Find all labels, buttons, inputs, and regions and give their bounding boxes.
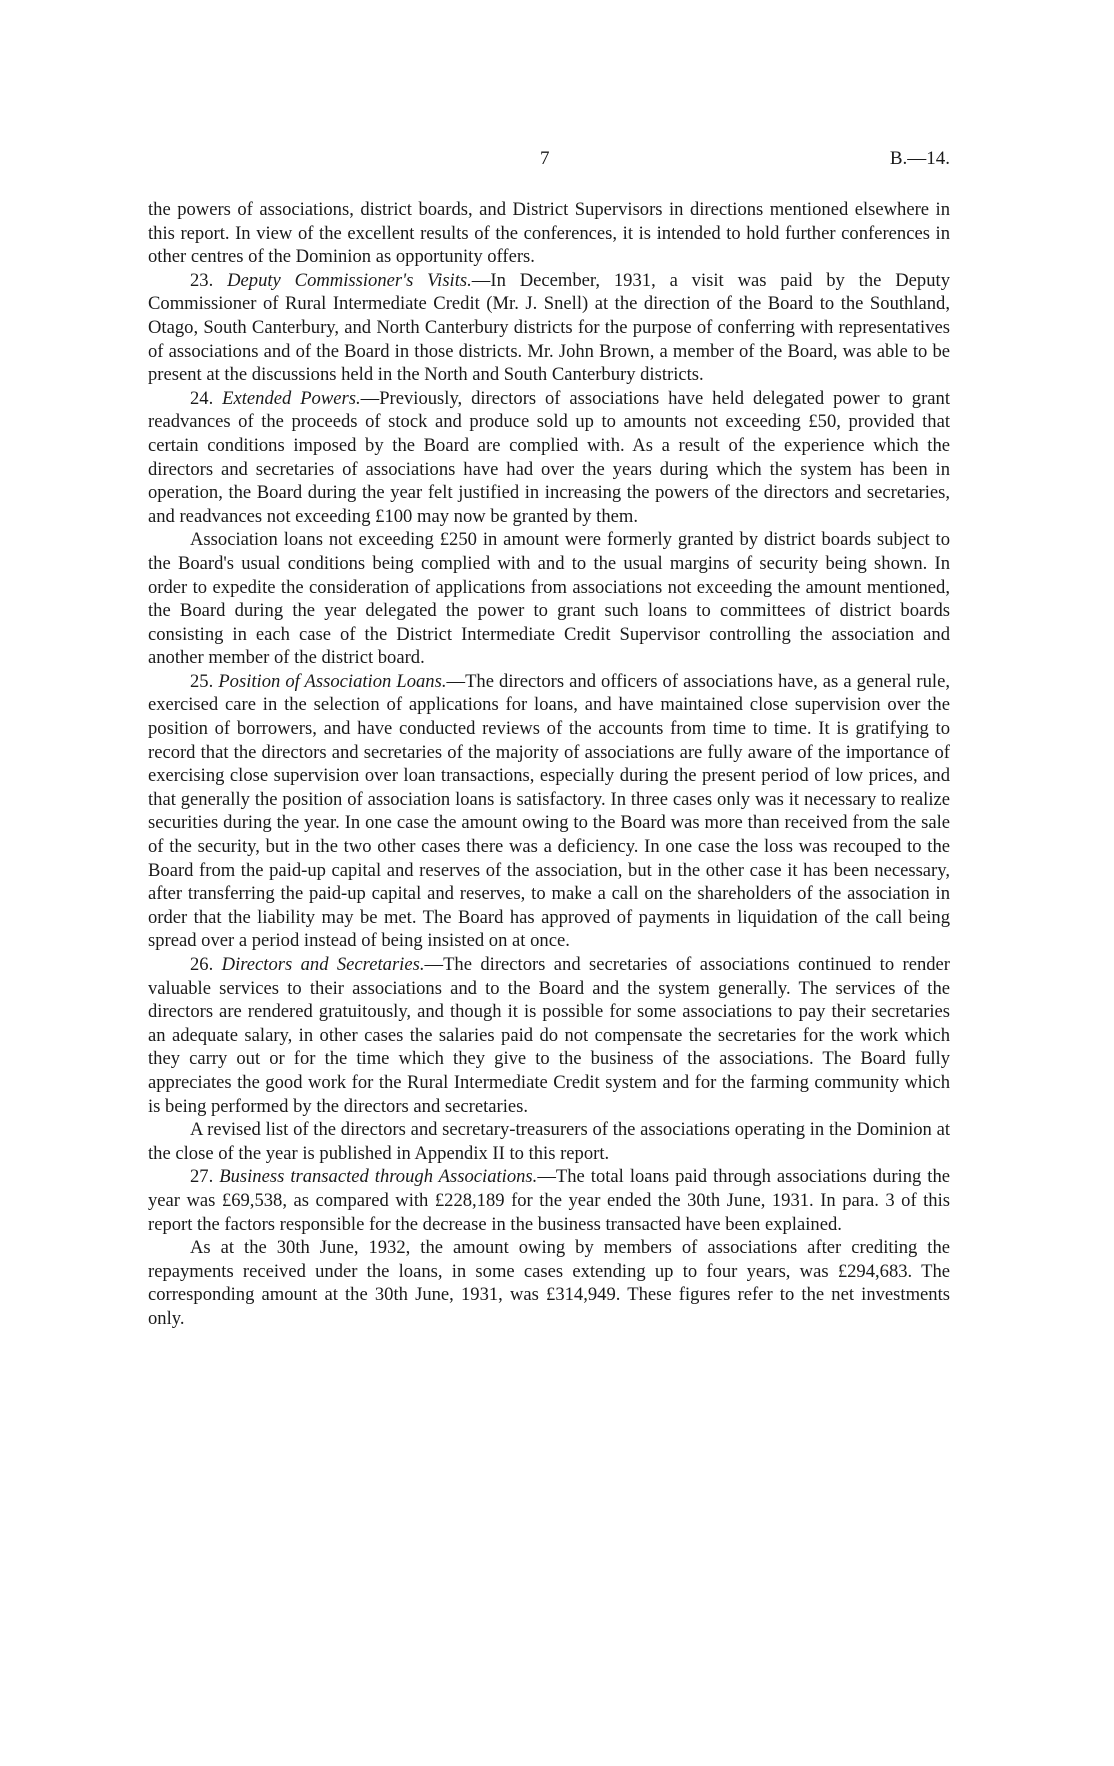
section-number: 25.: [190, 670, 214, 692]
section-heading: Business transacted through Associations.: [219, 1166, 538, 1188]
paragraph-text: —The directors and secretaries of associations continued to render valuable services to their associations and to the Board and the system generally. The services of the directors are rendered gratuitously, and though it is possible for some associations to pay their secretaries an adequate salary, in other cases the salaries paid do not compensate the secretaries for the work which they carry out or for the time which they give to the business of the associations. The Board fully appreciates the good work for the Rural Intermediate Credit system and for the farming community which is being performed by the directors and secretaries.: [148, 954, 950, 1117]
section-26: [148, 953, 950, 1118]
paragraph-text: As at the 30th June, 1932, the amount owing by members of associations after crediting the repayments received under the loans, in some cases extending up to four years, was £294,683. The corresponding amount at the 30th June, 1931, was £314,949. These figures refer to the net investments only.: [148, 1237, 950, 1329]
page-number: 7: [540, 148, 550, 169]
section-heading: Extended Powers.: [222, 387, 361, 409]
document-reference: B.—14.: [889, 148, 950, 169]
section-heading: Position of Association Loans.: [218, 670, 447, 692]
paragraph-text: Association loans not exceeding £250 in amount were formerly granted by district boards subject to the Board's usual conditions being complied with and to the usual margins of security being shown. In order to expedite the consideration of applications from associations not exceeding the amount mentioned, the Board during the year delegated the power to grant such loans to committees of district boards consisting in each case of the District Intermediate Credit Supervisor controlling the association and another member of the district board.: [148, 529, 950, 669]
section-number: 24.: [190, 387, 214, 409]
paragraph-text: —The total loans paid through associations during the year was £69,538, as compared with £228,189 for the year ended the 30th June, 1931. In para. 3 of this report the factors responsible for the decrease in the business transacted have been explained.: [148, 1166, 950, 1235]
paragraph-text: the powers of associations, district boards, and District Supervisors in directions mentioned elsewhere in this report. In view of the excellent results of the conferences, it is intended to hold further conferences in other centres of the Dominion as opportunity offers.: [148, 199, 950, 268]
paragraph-continuation: [148, 198, 950, 269]
section-heading: Deputy Commissioner's Visits.: [227, 269, 472, 291]
paragraph-text: —Previously, directors of associations have held delegated power to grant readvances of the proceeds of stock and produce sold up to amounts not exceeding £50, provided that certain conditions imposed by the Board are complied with. As a result of the experience which the directors and secretaries of associations have had over the years during which the system has been in operation, the Board during the year felt justified in increasing the powers of the directors and secretaries, and readvances not exceeding £100 may now be granted by them.: [148, 387, 950, 527]
section-number: 23.: [190, 269, 214, 291]
document-page: [148, 148, 950, 1331]
paragraph: [148, 528, 950, 670]
section-heading: Directors and Secretaries.: [221, 954, 425, 975]
paragraph: [148, 1236, 950, 1330]
section-24: [148, 387, 950, 529]
section-25: [148, 670, 950, 953]
paragraph-text: —In December, 1931, a visit was paid by the Deputy Commissioner of Rural Intermediate Credit (Mr. J. Snell) at the direction of the Board to the Southland, Otago, South Canterbury, and North Canterbury districts for the purpose of conferring with representatives of associations and of the Board in those districts. Mr. John Brown, a member of the Board, was able to be present at the discussions held in the North and South Canterbury districts.: [148, 269, 950, 386]
paragraph: [148, 1118, 950, 1165]
section-number: 27.: [190, 1166, 214, 1188]
section-23: [148, 269, 950, 387]
paragraph-text: —The directors and officers of associations have, as a general rule, exercised care in the selection of applications for loans, and have maintained close supervision over the position of borrowers, and have conducted reviews of the accounts from time to time. It is gratifying to record that the directors and secretaries of the majority of associations are fully aware of the importance of exercising close supervision over loan transactions, especially during the present period of low prices, and that generally the position of association loans is satisfactory. In three cases only was it necessary to realize securities during the year. In one case the amount owing to the Board was more than received from the sale of the security, but in the two other cases there was a deficiency. In one case the loss was recouped to the Board from the paid-up capital and reserves of the association, but in the other case it has been necessary, after transferring the paid-up capital and reserves, to make a call on the shareholders of the association in order that the liability may be met. The Board has approved of payments in liquidation of the call being spread over a period instead of being insisted on at once.: [148, 670, 950, 952]
body-text: [148, 198, 950, 1331]
section-27: [148, 1165, 950, 1236]
paragraph-text: A revised list of the directors and secretary-treasurers of the associations operating in the Dominion at the close of the year is published in Appendix II to this report.: [148, 1119, 950, 1164]
section-number: 26.: [190, 954, 214, 975]
page-header: [148, 148, 950, 178]
